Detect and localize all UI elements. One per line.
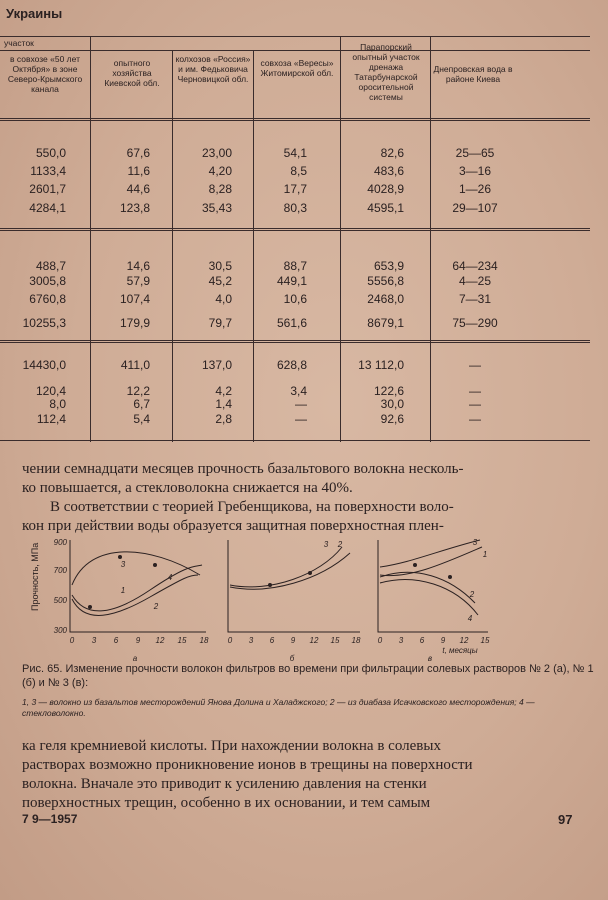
table-rule <box>0 120 590 121</box>
curve <box>380 580 478 615</box>
x-tick: 3 <box>91 636 97 645</box>
page-number: 97 <box>558 812 573 827</box>
table-cell: — <box>295 397 307 411</box>
table-cell: 5556,8 <box>367 274 404 288</box>
axis <box>70 540 206 632</box>
table-cell: 14430,0 <box>22 358 66 372</box>
column-header: опытного хозяйства Киевской обл. <box>104 58 160 88</box>
table-cell: 12,2 <box>126 384 150 398</box>
table-cell: 80,3 <box>283 201 307 215</box>
table-cell: 4,2 <box>215 384 232 398</box>
table-cell: 64—234 <box>452 259 498 273</box>
table-cell: 79,7 <box>208 316 232 330</box>
table-cell: 8679,1 <box>367 316 404 330</box>
table-cell: 179,9 <box>119 316 150 330</box>
table-rule <box>0 342 590 343</box>
text-line: волокна. Вначале это приводит к усилению давления на стенки <box>22 776 427 792</box>
x-tick: 12 <box>459 636 469 645</box>
x-tick: 0 <box>69 636 75 645</box>
table-cell: — <box>295 412 307 426</box>
table-cell: — <box>469 397 481 411</box>
figure-caption: Рис. 65. Изменение прочности волокон фильтров во времени при фильтрации солевых растворов № 2 (а), № 1 (б) и № 3 (в): <box>22 663 594 689</box>
table-cell: 120,4 <box>35 384 66 398</box>
table-cell: 550,0 <box>35 146 66 160</box>
column-header: колхозов «Россия» и им. Федьковича Черновицкой обл. <box>175 54 251 84</box>
x-tick: 6 <box>113 636 119 645</box>
curve <box>380 547 482 576</box>
x-tick: 3 <box>248 636 254 645</box>
table-cell: 14,6 <box>126 259 150 273</box>
text-line: ко повышается, а стекловолокна снижается на 40%. <box>22 480 353 496</box>
table-cell: 17,7 <box>283 182 307 196</box>
table-cell: 628,8 <box>276 358 307 372</box>
table-cell: 2601,7 <box>29 182 66 196</box>
x-axis-label: t, месяцы <box>442 646 478 655</box>
table-cell: — <box>469 412 481 426</box>
table-cell: 1,4 <box>215 397 232 411</box>
table-cell: 44,6 <box>126 182 150 196</box>
footer-signature: 7 9—1957 <box>22 812 78 826</box>
table-cell: 67,6 <box>126 146 150 160</box>
table-rule <box>0 50 590 51</box>
x-tick: 18 <box>351 636 361 645</box>
table-cell: 137,0 <box>201 358 232 372</box>
table-cell: 3,4 <box>290 384 307 398</box>
table-cell: 4,0 <box>215 292 232 306</box>
table-cell: 4—25 <box>458 274 492 288</box>
table-cell: 25—65 <box>455 146 495 160</box>
text-line: поверхностных трещин, особенно в их основании, и тем самым <box>22 795 431 811</box>
table-cell: 30,0 <box>380 397 404 411</box>
x-tick: 9 <box>135 636 141 645</box>
table-cell: 7—31 <box>458 292 492 306</box>
column-divider <box>253 50 254 442</box>
table-cell: 123,8 <box>119 201 150 215</box>
curve-label: 2 <box>337 540 343 549</box>
table-cell: 10255,3 <box>22 316 66 330</box>
table-cell: 8,5 <box>290 164 307 178</box>
table-cell: 8,0 <box>49 397 66 411</box>
curve <box>380 540 480 567</box>
table-cell: 23,00 <box>201 146 232 160</box>
y-tick: 900 <box>53 538 67 547</box>
page-header-title: Украины <box>6 6 63 21</box>
curve-label: 3 <box>323 540 329 549</box>
table-cell: 3005,8 <box>29 274 66 288</box>
body-paragraph <box>22 737 594 813</box>
x-tick: 15 <box>177 636 187 645</box>
table-cell: 2468,0 <box>367 292 404 306</box>
table-rule <box>0 228 590 229</box>
curve-label: 1 <box>482 550 488 559</box>
figure-legend: 1, 3 — волокно из базальтов месторождений Янова Долина и Халаджского; 2 — из диабаза Исачковского месторождения; 4 — стекловолокно. <box>22 697 535 718</box>
table-cell: 88,7 <box>283 259 307 273</box>
x-tick: 12 <box>309 636 319 645</box>
table-subheader: участок <box>4 38 34 48</box>
column-header: Днепровская вода в районе Киева <box>433 64 513 84</box>
curve <box>230 547 342 587</box>
curve-label: 2 <box>153 602 159 611</box>
figure-ylabel: Прочность, МПа <box>30 542 40 611</box>
panel-label: б <box>289 654 295 663</box>
strength-figure <box>30 535 510 665</box>
table-cell: 75—290 <box>452 316 498 330</box>
curve-label: 4 <box>467 614 473 623</box>
x-tick: 6 <box>419 636 425 645</box>
table-cell: 1—26 <box>458 182 492 196</box>
table-cell: 54,1 <box>283 146 307 160</box>
x-tick: 9 <box>440 636 446 645</box>
x-tick: 15 <box>480 636 490 645</box>
x-tick: 12 <box>155 636 165 645</box>
table-cell: 6,7 <box>133 397 150 411</box>
table-cell: 57,9 <box>126 274 150 288</box>
data-table <box>0 28 608 448</box>
panel-label: в <box>427 654 433 663</box>
table-cell: 10,6 <box>283 292 307 306</box>
table-cell: 653,9 <box>373 259 404 273</box>
column-divider <box>430 36 431 442</box>
table-cell: 4284,1 <box>29 201 66 215</box>
curve <box>72 575 198 615</box>
table-rule <box>0 36 590 37</box>
table-cell: 561,6 <box>276 316 307 330</box>
table-cell: 488,7 <box>35 259 66 273</box>
table-cell: 4028,9 <box>367 182 404 196</box>
table-cell: 6760,8 <box>29 292 66 306</box>
table-cell: 8,28 <box>208 182 232 196</box>
table-cell: 30,5 <box>208 259 232 273</box>
table-cell: 1133,4 <box>30 164 66 178</box>
table-cell: 29—107 <box>452 201 498 215</box>
table-cell: 4595,1 <box>367 201 404 215</box>
curve-label: 1 <box>120 586 126 595</box>
column-header: совхоза «Вересы» Житомирской обл. <box>260 58 334 78</box>
curve-label: 3 <box>120 560 126 569</box>
column-divider <box>90 36 91 442</box>
table-rule <box>0 440 590 441</box>
curve-label: 2 <box>469 590 475 599</box>
column-header: Парапорский опытный участок дренажа Татарбунарской оросительной системы <box>352 42 420 102</box>
x-tick: 3 <box>398 636 404 645</box>
x-tick: 0 <box>227 636 233 645</box>
table-cell: 2,8 <box>215 412 232 426</box>
table-cell: 112,4 <box>36 412 66 426</box>
curve <box>230 553 350 589</box>
column-header: в совхозе «50 лет Октября» в зоне Северо-Крымского канала <box>7 54 83 94</box>
table-cell: 45,2 <box>208 274 232 288</box>
panel-label: а <box>132 654 138 663</box>
table-cell: 411,0 <box>120 358 150 372</box>
table-cell: 5,4 <box>133 412 150 426</box>
table-cell: 35,43 <box>201 201 232 215</box>
x-tick: 18 <box>199 636 209 645</box>
y-tick: 300 <box>53 626 67 635</box>
x-tick: 15 <box>330 636 340 645</box>
table-cell: 122,6 <box>373 384 404 398</box>
curve-label: 4 <box>167 573 173 582</box>
table-cell: 82,6 <box>380 146 404 160</box>
table-cell: 3—16 <box>458 164 492 178</box>
y-tick: 700 <box>53 566 67 575</box>
table-cell: 4,20 <box>208 164 232 178</box>
axis <box>228 540 360 632</box>
column-divider <box>340 36 341 442</box>
table-cell: — <box>469 358 481 372</box>
text-line: В соответствии с теорией Гребенщикова, на поверхности воло- <box>50 499 454 515</box>
text-line: кон при действии воды образуется защитная поверхностная плен- <box>22 518 444 534</box>
table-cell: 13 112,0 <box>358 358 404 372</box>
table-rule <box>0 118 590 119</box>
table-cell: 449,1 <box>276 274 307 288</box>
x-tick: 6 <box>269 636 275 645</box>
text-line: чении семнадцати месяцев прочность базальтового волокна несколь- <box>22 461 464 477</box>
y-tick: 500 <box>53 596 67 605</box>
text-line: ка геля кремниевой кислоты. При нахождении волокна в солевых <box>22 738 441 754</box>
x-tick: 0 <box>377 636 383 645</box>
table-cell: 483,6 <box>373 164 404 178</box>
text-line: растворах возможно проникновение ионов в трещины на поверхности <box>22 757 473 773</box>
column-divider <box>172 50 173 442</box>
curve-label: 3 <box>472 538 478 547</box>
x-tick: 9 <box>290 636 296 645</box>
body-paragraph <box>22 460 594 536</box>
table-cell: — <box>469 384 481 398</box>
table-rule <box>0 340 590 341</box>
table-cell: 11,6 <box>127 164 150 178</box>
table-cell: 107,4 <box>119 292 150 306</box>
table-rule <box>0 230 590 231</box>
table-cell: 92,6 <box>380 412 404 426</box>
